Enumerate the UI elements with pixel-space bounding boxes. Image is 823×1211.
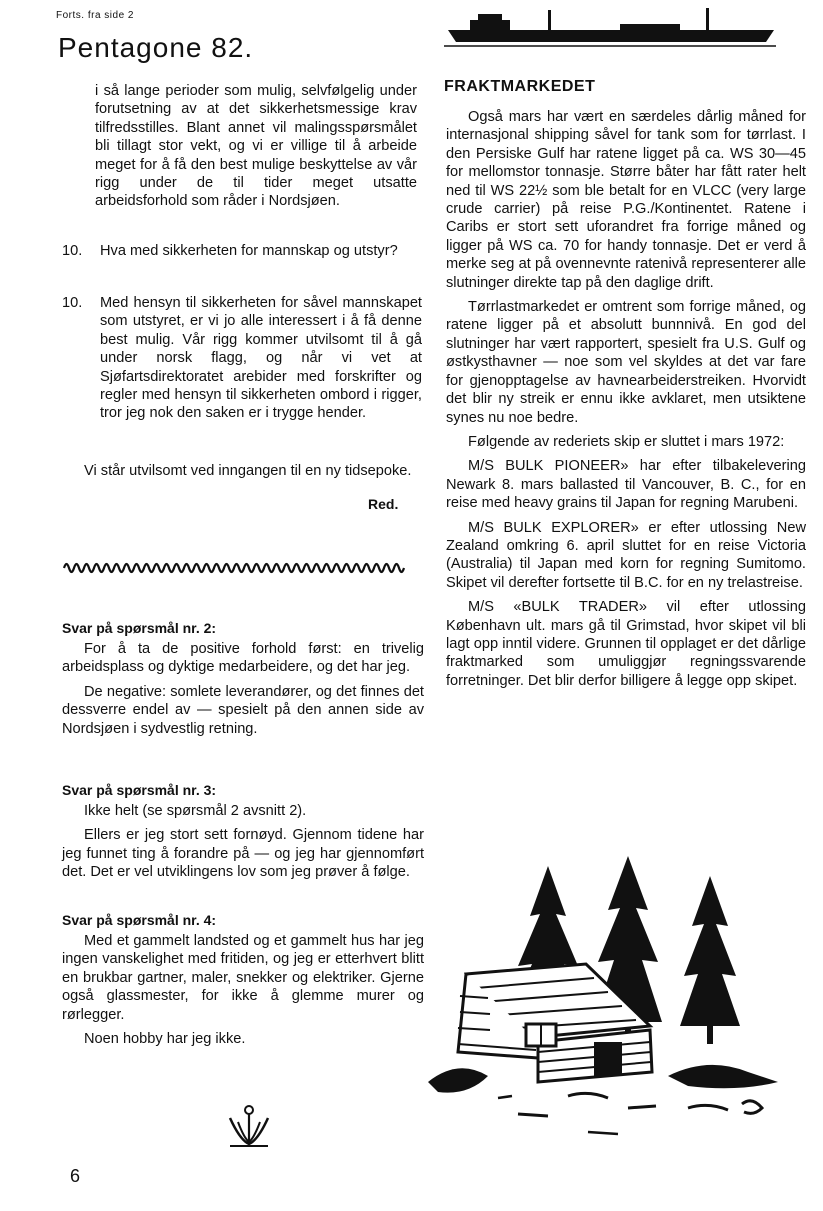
svar3-heading: Svar på spørsmål nr. 3: bbox=[62, 782, 217, 798]
plant-ornament-icon bbox=[226, 1100, 272, 1148]
ship-illustration-icon bbox=[444, 6, 776, 48]
frakt-paragraph: M/S BULK EXPLORER» er efter utlossing New Zealand omkring 6. april sluttet for en reise Victoria (Australia) til Japan med korn for regning Sumitomo. Skipet vil derefter fortsette til B.C. for en ny trelastreise. bbox=[446, 519, 806, 591]
svar4-heading: Svar på spørsmål nr. 4: bbox=[62, 912, 217, 928]
svar3-body: Ikke helt (se spørsmål 2 avsnitt 2). Ellers er jeg stort sett fornøyd. Gjennom tidene har jeg funnet ting å forandre på — og jeg har gjennomført det. Det er vel utviklingens lov som jeg prøver å følge. bbox=[62, 803, 424, 881]
frakt-paragraph: M/S BULK PIONEER» har efter tilbakelevering Newark 8. mars ballasted til Vancouver, B. C., for en reise med heavy grains til Japan for regning Marubeni. bbox=[446, 458, 806, 512]
question-item bbox=[62, 242, 422, 282]
fraktmarkedet-body bbox=[446, 108, 806, 696]
answer-text: Med hensyn til sikkerheten for såvel mannskapet som utstyret, er vi jo alle interessert i å få denne best mulig. Vår rigg kommer utvilsomt til å gå under norsk flagg, og når vi vet at Sjøfartsdirektoratet arebider med forskrifter og regler med hensyn til sikkerheten ombord i rigger, tror jeg nok den saken er i trygge hender. bbox=[100, 295, 422, 422]
question-text: Hva med sikkerheten for mannskap og utstyr? bbox=[100, 243, 398, 259]
signature: Red. bbox=[368, 496, 399, 512]
svar2-heading: Svar på spørsmål nr. 2: bbox=[62, 620, 217, 636]
svar4-body: Med et gammelt landsted og et gammelt hus har jeg ingen vanskelighet med fritiden, og jeg er etterhvert blitt en brukbar gartner, maler, snekker og elektriker. Gjerne også glassmester, for ikke å glemme murer og rørlegger. Noen hobby har jeg ikke. bbox=[62, 933, 424, 1048]
fraktmarkedet-heading: FRAKTMARKEDET bbox=[444, 78, 596, 95]
question-number: 10. bbox=[62, 243, 83, 259]
continuation-note: Forts. fra side 2 bbox=[56, 10, 134, 21]
answer-item bbox=[62, 294, 422, 464]
answer-number: 10. bbox=[62, 295, 83, 311]
svar2-body: For å ta de positive forhold først: en trivelig arbeidsplass og dyktige medarbeidere, og det har jeg. De negative: somlete leverandører, og det finnes det dessverre endel av — spesielt på den annen side av Nordsjøen i sydvestlig retning. bbox=[62, 641, 424, 737]
frakt-paragraph: Også mars har vært en særdeles dårlig måned for internasjonal shipping såvel for tank som for tørrlast. I den Persiske Gulf har ratene ligget på ca. WS 30—45 for mellomstor tonnasje. Større båter har fått rater helt ned til WS 22½ som ble betalt for en VLCC (very large crude carrier) på reise P.G./Kontinentet. Ratene i Caribs er stort sett uforandret fra forrige måned og ligger på WS ca. 70 for handy tonnasje. Det er verd å merke seg at på ovennevnte ratenivå representerer alle slutninger direkte tap på den daglige drift. bbox=[446, 109, 806, 291]
frakt-paragraph: Tørrlastmarkedet er omtrent som forrige måned, og ratene ligger på et absolutt bunnnivå. En god del slutninger har vært rapportert, spesielt fra U.S. Gulf og østkysthavner — noe som vel skyldes at det var fare for gjenopptagelse av havnearbeiderstreiken. Hvorvidt det blir ny streik er ennu ikke avklaret, men utsiktene synes nu noe bedre. bbox=[446, 299, 806, 426]
frakt-paragraph: Følgende av rederiets skip er sluttet i mars 1972: bbox=[468, 433, 785, 450]
wavy-divider-icon bbox=[62, 556, 408, 576]
frakt-paragraph: M/S «BULK TRADER» vil efter utlossing København ult. mars gå til Grimstad, hvor skipet vil bli lagt opp inntil videre. Grunnen til opplaget er det dårlige fraktmarked som umuliggjør regningssvarende forretninger. Det blir derfor billigere å legge opp skipet. bbox=[446, 599, 806, 689]
page-title: Pentagone 82. bbox=[58, 32, 254, 63]
cabin-forest-illustration-icon bbox=[418, 846, 790, 1146]
intro-paragraph: i så lange perioder som mulig, selvfølgelig under forutsetning av at det sikkerhetsmessige krav tilfredsstilles. Blant annet vil malingsspørsmålet bli tillagt stor vekt, og vi er villige til å arbeide meget for å få den best mulige beskyttelse av vår rigg under de til tider meget utsatte arbeidsforhold som råder i Nordsjøen. bbox=[95, 83, 417, 210]
closing-paragraph: Vi står utvilsomt ved inngangen til en ny tidsepoke. bbox=[84, 463, 412, 479]
page-number: 6 bbox=[70, 1166, 81, 1186]
